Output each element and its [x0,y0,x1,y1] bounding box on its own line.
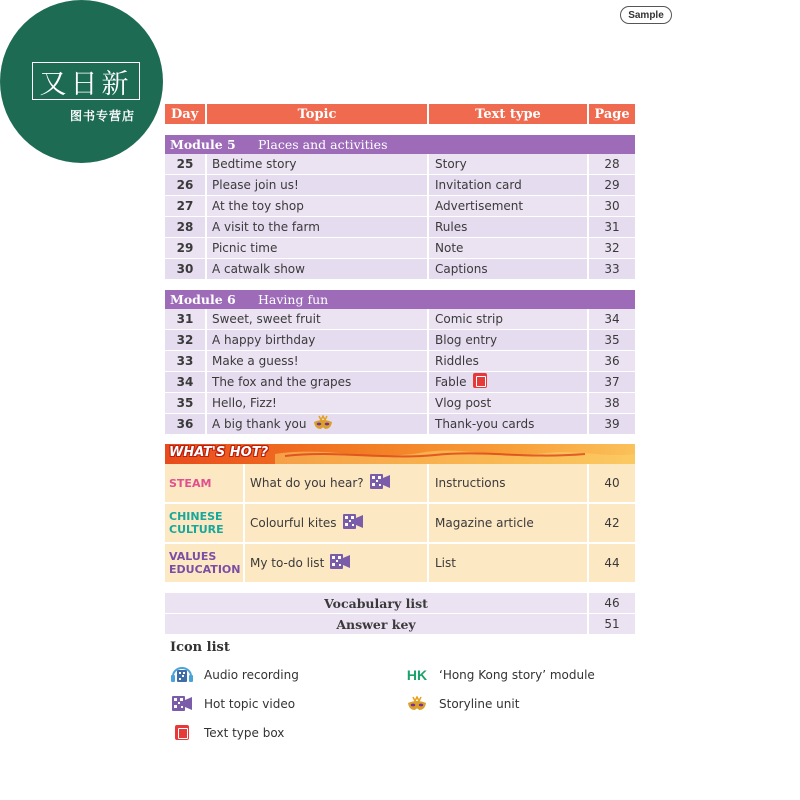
text-type-text: Story [435,157,467,171]
topic-text: Picnic time [212,241,278,255]
topic-text: Colourful kites [250,516,337,530]
text-type-text: Thank-you cards [435,417,535,431]
day-number: 28 [165,217,207,238]
whats-hot-row [165,544,635,584]
day-number: 29 [165,238,207,259]
topic-text: Please join us! [212,178,299,192]
toc-row [165,238,635,259]
text-type-text: Riddles [435,354,479,368]
whats-hot-row [165,504,635,544]
topic-title [207,393,429,414]
day-number: 30 [165,259,207,280]
text-type [429,330,589,351]
topic-title [207,414,429,435]
topic-title [207,372,429,393]
hot-category [165,504,245,544]
page-number: 36 [589,351,635,372]
legend-item [405,667,595,683]
module-title: Places and activities [258,137,388,152]
modules-container [165,135,635,435]
store-subtitle: 图书专营店 [70,109,136,123]
hot-topic-video-icon [343,514,363,532]
text-type-text: Note [435,241,464,255]
whats-hot-rows [165,464,635,584]
toc-row [165,309,635,330]
legend-item [170,667,299,683]
header-page: Page [589,104,635,125]
toc-row [165,351,635,372]
text-type-text: Invitation card [435,178,522,192]
day-number: 36 [165,414,207,435]
text-type: List [429,544,589,584]
text-type-text: Blog entry [435,333,498,347]
topic-text: Sweet, sweet fruit [212,312,321,326]
topic-title [207,351,429,372]
topic-title [207,309,429,330]
topic-title [207,154,429,175]
topic-text: Bedtime story [212,157,297,171]
topic-text: My to-do list [250,556,325,570]
footer-label: Answer key [165,614,589,635]
text-type [429,372,589,393]
footer-rows [165,593,635,635]
text-type-box-icon [170,725,194,740]
module-label: Module 5 [170,137,236,152]
footer-row [165,614,635,635]
topic-title [245,464,429,504]
page-number: 38 [589,393,635,414]
topic-title [207,330,429,351]
text-type [429,351,589,372]
legend-label: Text type box [204,725,285,740]
storyline-mask-icon [405,696,429,712]
hong-kong-story-icon: HK [406,667,428,683]
day-number: 33 [165,351,207,372]
page-number: 29 [589,175,635,196]
page-number: 30 [589,196,635,217]
toc-row [165,154,635,175]
topic-text: A big thank you [212,417,307,431]
day-number: 31 [165,309,207,330]
text-type [429,175,589,196]
page-number: 28 [589,154,635,175]
topic-text: Make a guess! [212,354,299,368]
day-number: 26 [165,175,207,196]
page-number: 39 [589,414,635,435]
header-topic: Topic [207,104,429,125]
day-number: 27 [165,196,207,217]
page-number: 37 [589,372,635,393]
page-number: 51 [589,614,635,635]
storyline-mask-icon [313,415,333,434]
hot-topic-video-icon [170,696,194,711]
hot-topic-video-icon [370,474,390,492]
text-type [429,414,589,435]
text-type-text: Vlog post [435,396,492,410]
toc-row [165,196,635,217]
page-number: 31 [589,217,635,238]
module-header [165,290,635,309]
text-type-text: Rules [435,220,468,234]
module-label: Module 6 [170,292,236,307]
text-type: Instructions [429,464,589,504]
legend-label: Audio recording [204,668,299,682]
audio-recording-icon [170,667,194,683]
module-rows [165,154,635,280]
text-type [429,393,589,414]
topic-title [207,259,429,280]
page-number: 32 [589,238,635,259]
hot-category [165,464,245,504]
table-of-contents [165,104,635,635]
page-number: 44 [589,544,635,584]
day-number: 34 [165,372,207,393]
legend-item [405,696,519,712]
footer-row [165,593,635,614]
footer-label: Vocabulary list [165,593,589,614]
page-number: 33 [589,259,635,280]
legend-item [170,696,295,711]
hot-category-line: VALUES [169,550,217,563]
whats-hot-row [165,464,635,504]
whats-hot-banner [165,444,635,464]
icon-list-title: Icon list [170,640,230,655]
header-day: Day [165,104,207,125]
topic-title [207,217,429,238]
day-number: 25 [165,154,207,175]
store-watermark-logo [0,0,163,163]
whats-hot-title: WHAT'S HOT? [169,445,269,460]
page-number: 34 [589,309,635,330]
sample-badge: Sample [620,6,672,24]
page-number: 40 [589,464,635,504]
hot-category [165,544,245,584]
text-type-text: Comic strip [435,312,503,326]
text-type [429,154,589,175]
module-header [165,135,635,154]
topic-title [245,504,429,544]
topic-text: The fox and the grapes [212,375,352,389]
toc-row [165,259,635,280]
toc-row [165,372,635,393]
text-type [429,217,589,238]
topic-text: What do you hear? [250,476,364,490]
text-type [429,259,589,280]
topic-text: A happy birthday [212,333,316,347]
page-number: 35 [589,330,635,351]
topic-title [207,196,429,217]
hot-topic-video-icon [330,554,350,572]
legend-label: ‘Hong Kong story’ module [439,668,595,682]
text-type [429,196,589,217]
toc-row [165,393,635,414]
toc-row [165,217,635,238]
text-type [429,309,589,330]
legend-item [170,725,284,740]
page-number: 46 [589,593,635,614]
toc-row [165,414,635,435]
toc-row [165,330,635,351]
topic-text: Hello, Fizz! [212,396,277,410]
hot-category-line: STEAM [169,476,212,490]
header-text-type: Text type [429,104,589,125]
toc-row [165,175,635,196]
day-number: 32 [165,330,207,351]
topic-title [207,238,429,259]
toc-header-row [165,104,635,125]
text-type-text: Advertisement [435,199,524,213]
hot-category-line: CULTURE [169,523,224,536]
topic-title [245,544,429,584]
legend-label: Storyline unit [439,697,520,711]
text-type-box-icon [473,373,487,391]
hot-category-line: EDUCATION [169,563,241,576]
topic-text: A visit to the farm [212,220,320,234]
store-name: 又日新 [32,62,140,100]
day-number: 35 [165,393,207,414]
page-number: 42 [589,504,635,544]
topic-text: At the toy shop [212,199,304,213]
topic-title [207,175,429,196]
text-type-text: Captions [435,262,488,276]
text-type-text: Fable [435,375,467,389]
module-title: Having fun [258,292,329,307]
legend-label: Hot topic video [204,696,296,711]
text-type: Magazine article [429,504,589,544]
hot-category-line: CHINESE [169,510,223,523]
text-type [429,238,589,259]
topic-text: A catwalk show [212,262,305,276]
module-rows [165,309,635,435]
